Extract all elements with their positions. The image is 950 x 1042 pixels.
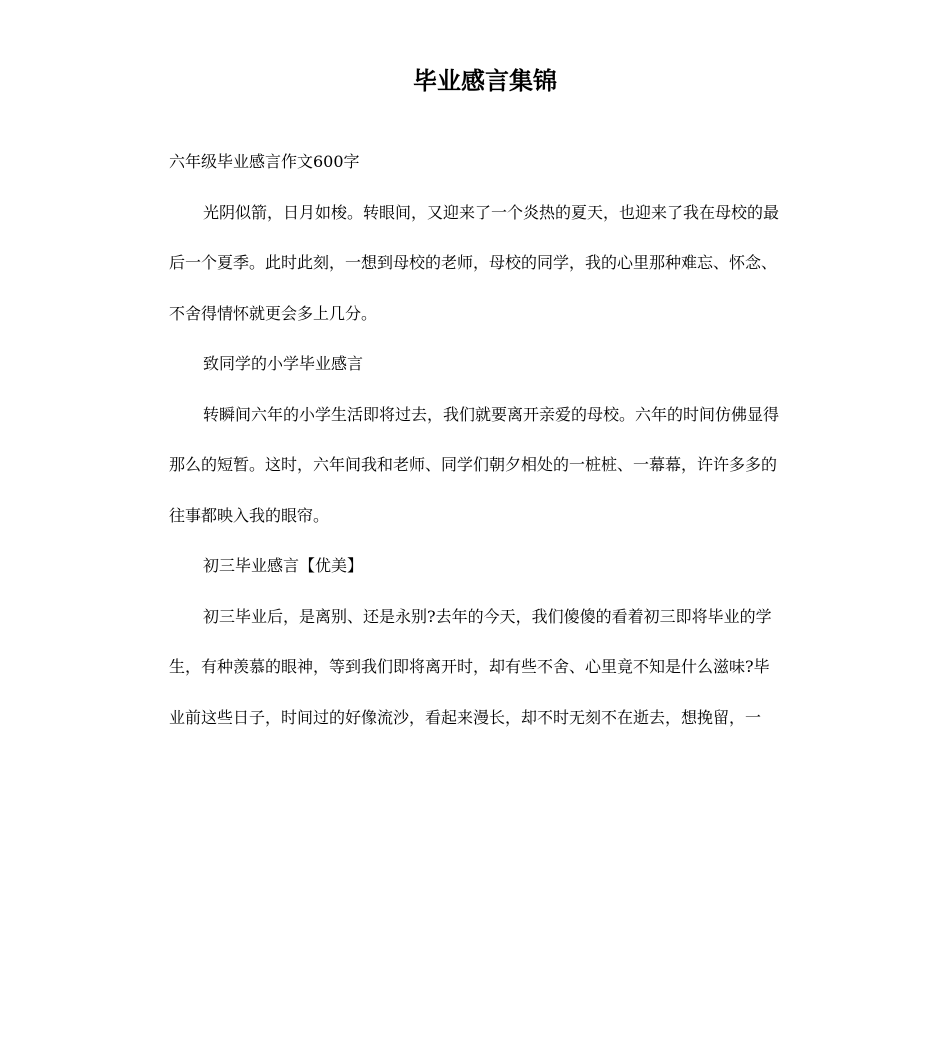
document-title: 毕业感言集锦 bbox=[413, 67, 557, 95]
paragraph-classmates: 转瞬间六年的小学生活即将过去，我们就要离开亲爱的母校。六年的时间仿佛显得那么的短暂。这时，六年间我和老师、同学们朝夕相处的一桩桩、一幕幕，许许多多的往事都映入我的眼帘。 bbox=[169, 404, 780, 525]
document-body bbox=[169, 137, 781, 743]
section-heading-grade6: 六年级毕业感言作文600字 bbox=[169, 152, 360, 171]
paragraph-junior3: 初三毕业后，是离别、还是永别?去年的今天，我们傻傻的看着初三即将毕业的学生，有种羡慕的眼神，等到我们即将离开时，却有些不舍、心里竟不知是什么滋味?毕业前这些日子，时间过的好像流沙，看起来漫长，却不时无刻不在逝去，想挽留，一 bbox=[169, 606, 772, 727]
section-heading-junior3: 初三毕业感言【优美】 bbox=[203, 556, 364, 575]
paragraph-grade6: 光阴似箭，日月如梭。转眼间，又迎来了一个炎热的夏天，也迎来了我在母校的最后一个夏季。此时此刻，一想到母校的老师，母校的同学，我的心里那种难忘、怀念、不舍得情怀就更会多上几分。 bbox=[169, 202, 780, 323]
section-heading-classmates: 致同学的小学毕业感言 bbox=[203, 354, 364, 373]
